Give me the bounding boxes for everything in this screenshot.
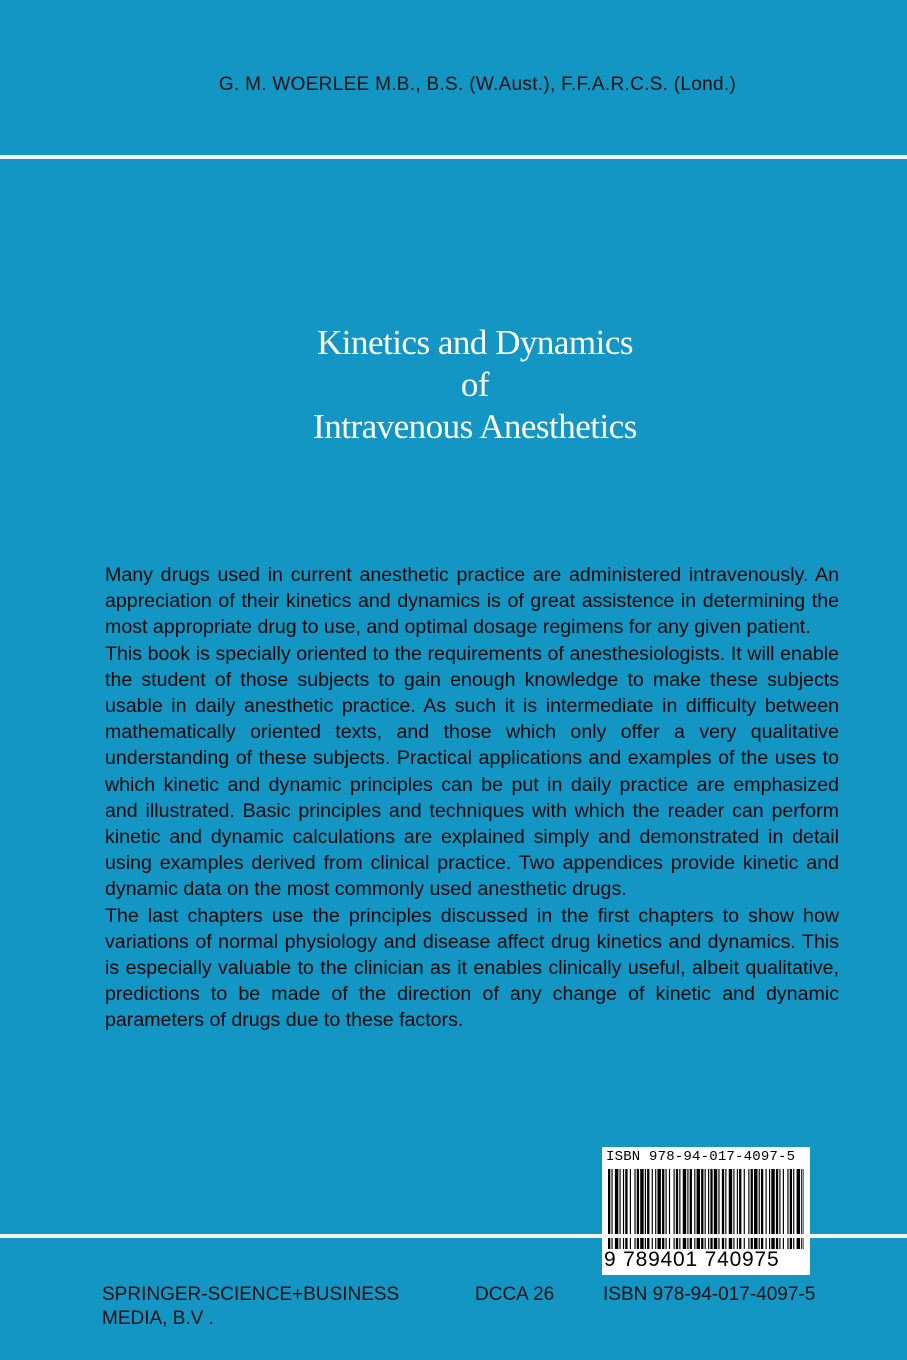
blurb-paragraph-1: Many drugs used in current anesthetic practice are administered intravenously. An appreciation of their kinetics and dynamics is of great assistence in determining the most appropriate drug to use, and optimal dosage regimens for any given patient. <box>105 564 839 639</box>
title-line-3: Intravenous Anesthetics <box>313 407 637 446</box>
footer-isbn: ISBN 978-94-017-4097-5 <box>603 1284 816 1305</box>
title-line-2: of <box>460 365 490 404</box>
top-divider <box>0 155 907 159</box>
series-code: DCCA 26 <box>475 1284 555 1305</box>
barcode-digits: 9 789401 740975 <box>604 1248 780 1271</box>
publisher-line-2: MEDIA, B.V . <box>102 1308 214 1329</box>
isbn-barcode <box>602 1147 810 1275</box>
author-credit: G. M. WOERLEE M.B., B.S. (W.Aust.), F.F.A.R.C.S. (Lond.) <box>218 74 737 95</box>
blurb-paragraph-3: The last chapters use the principles discussed in the first chapters to show how variations of normal physiology and disease affect drug kinetics and dynamics. This is especially valuable to the clinician as it enables clinically useful, albeit qualitative, predictions to be made of the direction of any change of kinetic and dynamic parameters of drugs due to these factors. <box>105 904 839 1032</box>
bottom-divider <box>0 1234 907 1238</box>
blurb-paragraph-2: This book is specially oriented to the requirements of anesthesiologists. It will enable the student of those subjects to gain enough knowledge to make these subjects usable in daily anesthetic practice. As such it is intermediate in difficulty between mathematically oriented texts, and those which only offer a very qualitative understanding of these subjects. Practical applications and examples of the uses to which kinetic and dynamic principles can be put in daily practice are emphasized and illustrated. Basic principles and techniques with which the reader can perform kinetic and dynamic calculations are explained simply and demonstrated in detail using examples derived from clinical practice. Two appendices provide kinetic and dynamic data on the most commonly used anesthetic drugs. <box>105 642 839 901</box>
description-blurb <box>105 562 839 1034</box>
publisher-line-1: SPRINGER-SCIENCE+BUSINESS <box>102 1284 400 1305</box>
book-title <box>0 322 907 448</box>
barcode-isbn-label: ISBN 978-94-017-4097-5 <box>606 1149 796 1165</box>
publisher <box>102 1283 399 1331</box>
title-line-1: Kinetics and Dynamics <box>316 323 634 362</box>
